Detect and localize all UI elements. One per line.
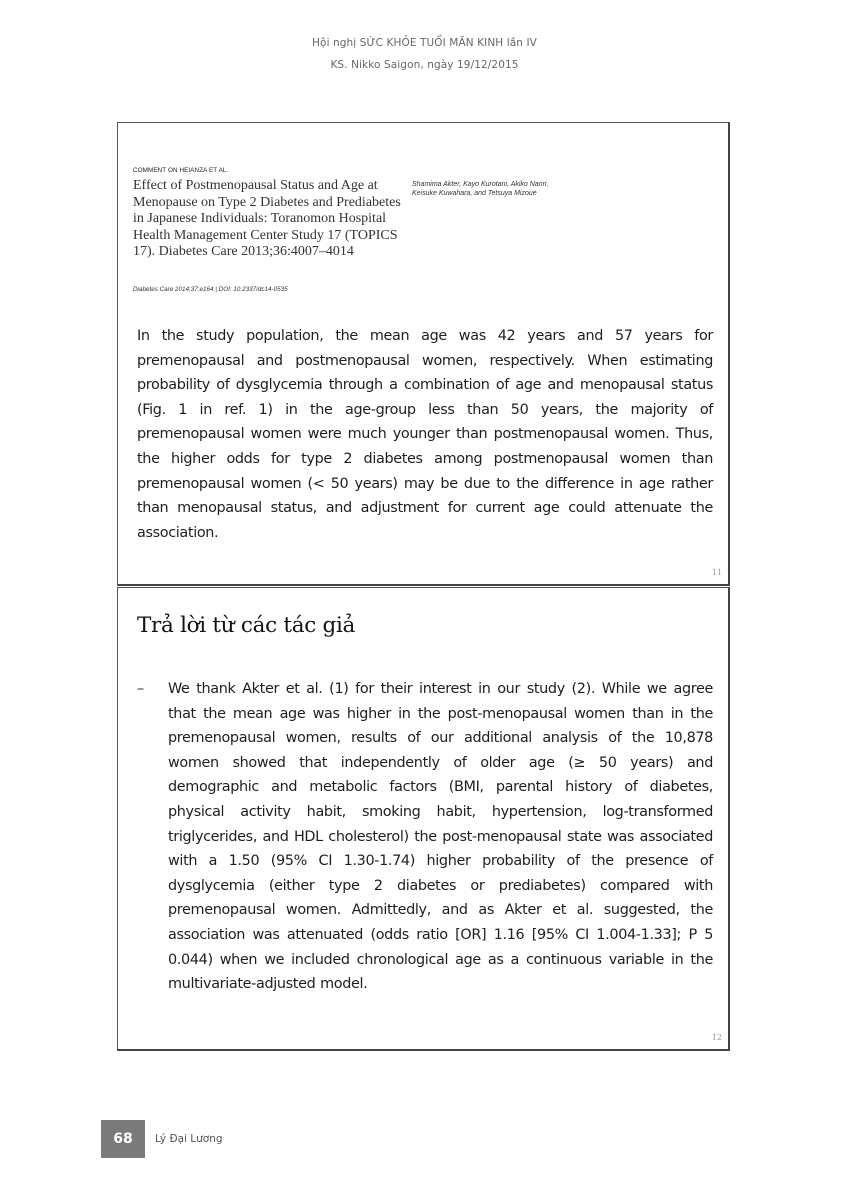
article-citation: Diabetes Care 2014;37:e164 | DOI: 10.2337/dc14-0535 xyxy=(133,286,288,293)
article-kicker: COMMENT ON HEIANZA ET AL. xyxy=(133,167,229,174)
article-title: Effect of Postmenopausal Status and Age at Menopause on Type 2 Diabetes and Prediabetes in Japanese Individuals: Toranomon Hospital Health Management Center Study 17 (TOPICS 17). Diabetes Care 2013;36:4007–4014 xyxy=(133,178,401,260)
dash-bullet-icon: – xyxy=(137,681,145,697)
slide-number: 11 xyxy=(711,568,722,577)
slide-number: 12 xyxy=(711,1033,722,1042)
bullet-list xyxy=(137,677,713,997)
page-footer xyxy=(101,1120,223,1158)
slide-title: Trả lời từ các tác giả xyxy=(137,613,356,638)
bullet-text: We thank Akter et al. (1) for their interest in our study (2). While we agree that the mean age was higher in the post-menopausal women than in the premenopausal women, results of our additional analysis of the 10,878 women showed that independently of older age (≥ 50 years) and demographic and metabolic factors (BMI, parental history of diabetes, physical activity habit, smoking habit, hypertension, log-transformed triglycerides, and HDL cholesterol) the post-menopausal state was associated with a 1.50 (95% CI 1.30-1.74) higher probability of the presence of dysglycemia (either type 2 diabetes or prediabetes) compared with premenopausal women. Admittedly, and as Akter et al. suggested, the association was attenuated (odds ratio [OR] 1.16 [95% CI 1.004-1.33]; P 5 0.044) when we included chronological age as a continuous variable in the multivariate-adjusted model. xyxy=(168,681,713,993)
article-authors: Shamima Akter, Kayo Kurotani, Akiko Nanri, Keisuke Kuwahara, and Tetsuya Mizoue xyxy=(412,181,549,198)
slide-11 xyxy=(117,122,730,586)
running-header-venue-date: KS. Nikko Saigon, ngày 19/12/2015 xyxy=(330,59,519,71)
article-snippet xyxy=(133,167,693,293)
footer-author: Lý Đại Lương xyxy=(155,1133,223,1145)
bullet-item xyxy=(137,677,713,997)
slide-12 xyxy=(117,587,730,1051)
page-number: 68 xyxy=(101,1120,145,1158)
slide-body-text: In the study population, the mean age was 42 years and 57 years for premenopausal and postmenopausal women, respectively. When estimating probability of dysglycemia through a combination of age and menopausal status (Fig. 1 in ref. 1) in the age-group less than 50 years, the majority of premenopausal women were much younger than postmenopausal women. Thus, the higher odds for type 2 diabetes among postmenopausal women than premenopausal women (< 50 years) may be due to the difference in age rather than menopausal status, and adjustment for current age could attenuate the association. xyxy=(137,328,713,541)
running-header-conference: Hội nghị SỨC KHỎE TUỔI MÃN KINH lần IV xyxy=(312,37,537,49)
